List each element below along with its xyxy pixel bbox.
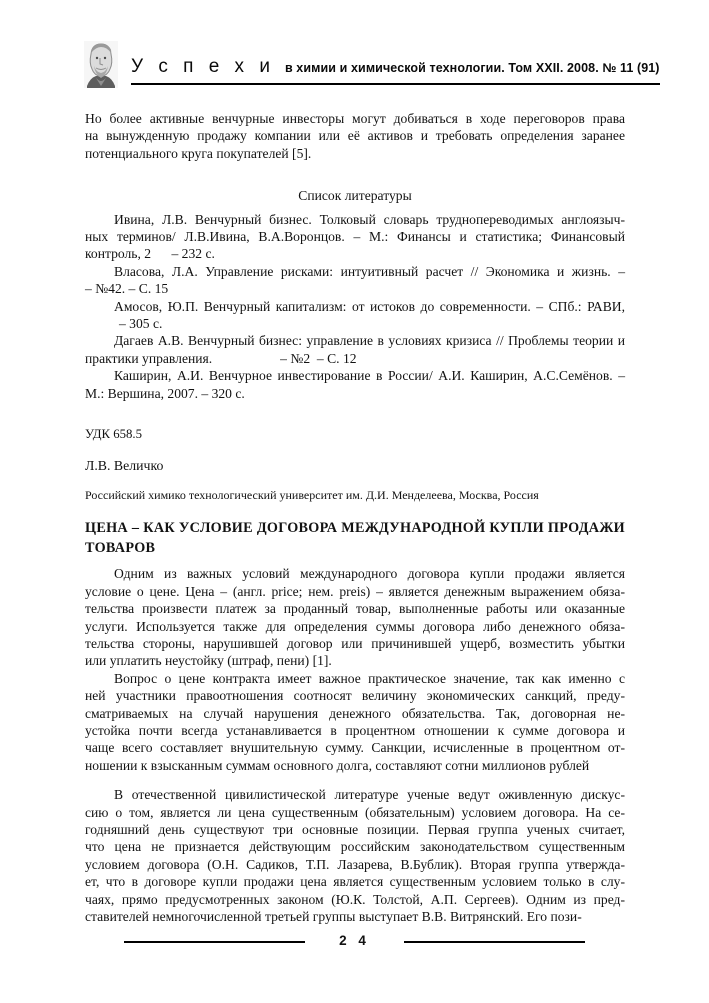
references-list	[85, 211, 625, 402]
text-line: условием договора (О.Н. Садиков, Т.П. Лазарева, В.Бублик). Вторая группа утвержда-	[85, 856, 625, 872]
text-line: условие о цене. Цена – (англ. price; нем. preis) – является денежным выражением обяза-	[85, 583, 625, 599]
page-number: 2 4	[339, 933, 370, 948]
page-body	[85, 110, 625, 925]
footer-rule-left	[124, 941, 305, 943]
text-line: устойка почти всегда устанавливается в процентном отношении к сумме договора и	[85, 722, 625, 738]
text-line: на вынужденную продажу компании или её активов и требовать определения заранее	[85, 128, 625, 144]
reference-entry	[85, 211, 625, 263]
text-line: В отечественной цивилистической литературе ученые ведут оживленную дискус-	[114, 787, 625, 803]
journal-name: У с п е х и	[131, 56, 275, 77]
text-line: ет, что в договоре купли продажи цена является существенным условием только в слу-	[85, 874, 625, 890]
text-line: практики управления. – №2 – С. 12	[85, 350, 357, 366]
text-line: годняшний день существуют три основные позиции. Первая группа ученых считает,	[85, 822, 625, 837]
text-line: чаще всего составляет внушительную сумму. Санкции, исчисленные в процентном от-	[85, 740, 625, 756]
reference-entry	[85, 332, 625, 367]
text-line: Амосов, Ю.П. Венчурный капитализм: от истоков до современности. – СПб.: РАВИ,	[114, 298, 625, 314]
article-title	[85, 518, 625, 558]
text-line: М.: Вершина, 2007. – 320 с.	[85, 385, 245, 401]
text-line: что цена не признается действующим российским законодательством существенным	[85, 839, 625, 855]
journal-issue-info: в химии и химической технологии. Том XXII. 2008. № 11 (91)	[284, 61, 660, 75]
text-line: ставителей немногочисленной третьей группы выступает В.В. Витрянский. Его пози-	[85, 909, 582, 925]
text-line: – №42. – С. 15	[85, 281, 169, 297]
text-line: Ивина, Л.В. Венчурный бизнес. Толковый словарь труднопереводимых англоязыч-	[114, 211, 625, 227]
text-line: чаях, прямо предусмотренных законом (Ю.К. Толстой, А.П. Сергеев). Одним из пред-	[85, 891, 625, 907]
author-affiliation: Российский химико технологический университет им. Д.И. Менделеева, Москва, Россия	[85, 487, 539, 502]
text-line: Вопрос о цене контракта имеет важное практическое значение, так как именно с	[114, 670, 625, 686]
text-line: ней участники правоотношения соотносят величину экономических санкций, преду-	[85, 688, 625, 704]
reference-entry	[85, 367, 625, 402]
text-line: ношении к взысканным суммам основного долга, составляют сотни миллионов рублей	[85, 757, 590, 773]
text-line: тельства произвести платеж за проданный товар, выполненные работы или оказанные	[85, 601, 625, 617]
paragraph	[85, 565, 625, 669]
text-line: Дагаев А.В. Венчурный бизнес: управление в условиях кризиса // Проблемы теории и	[114, 333, 625, 349]
text-line: услуги. Используется также для определения суммы договора либо денежного обяза-	[85, 618, 625, 634]
journal-masthead	[131, 56, 660, 85]
text-line: контроль, 2 – 232 с.	[85, 246, 215, 262]
reference-entry	[85, 298, 625, 333]
text-line: ных терминов/ Л.В.Ивина, В.А.Воронцов. – М.: Финансы и статистика; Финансовый	[85, 229, 625, 245]
text-line: Каширин, А.И. Венчурное инвестирование в России/ А.И. Каширин, А.С.Семёнов. –	[114, 368, 625, 384]
mendeleev-portrait-icon	[84, 41, 118, 88]
text-line: ТОВАРОВ	[85, 540, 156, 557]
journal-header	[84, 38, 660, 85]
text-line: тельства стороны, нарушившей договор или причинившей ущерб, возместить убытки	[85, 635, 625, 651]
references-heading: Список литературы	[298, 188, 412, 204]
footer-rule-right	[404, 941, 585, 943]
text-line: – 305 с.	[85, 316, 163, 332]
paragraph	[85, 670, 625, 774]
paragraph	[85, 786, 625, 925]
text-line: потенциального круга покупателей [5].	[85, 145, 312, 161]
text-line: сматриваемых на случай нарушения денежного обязательства. Так, договорная не-	[85, 705, 625, 721]
closing-paragraph	[85, 110, 625, 162]
text-line: или уплатить неустойку (штраф, пени) [1].	[85, 653, 332, 669]
text-line: Одним из важных условий международного договора купли продажи является	[114, 566, 625, 582]
reference-entry	[85, 263, 625, 298]
text-line: Но более активные венчурные инвесторы могут добиваться в ходе переговоров права	[85, 111, 625, 126]
page-footer	[0, 934, 709, 949]
text-line: ЦЕНА – КАК УСЛОВИЕ ДОГОВОРА МЕЖДУНАРОДНОЙ КУПЛИ ПРОДАЖИ	[85, 520, 625, 537]
author-name: Л.В. Величко	[85, 457, 164, 473]
text-line: сию о том, является ли цена существенным (обязательным) условием договора. На се-	[85, 804, 625, 820]
udc-code: УДК 658.5	[85, 427, 143, 442]
text-line: Власова, Л.А. Управление рисками: интуитивный расчет // Экономика и жизнь. –	[114, 263, 625, 279]
